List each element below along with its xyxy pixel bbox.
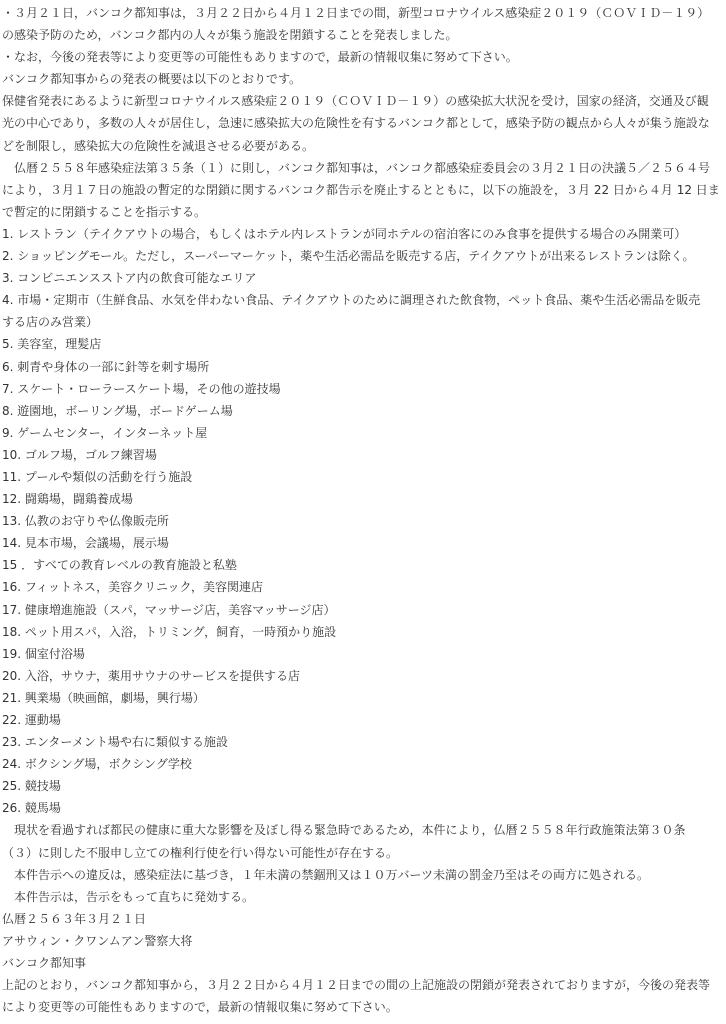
intro-line: バンコク都知事からの発表の概要は以下のとおりです。: [2, 72, 302, 87]
closing-line: 上記のとおり，バンコク都知事から，３月２２日から４月１２日までの間の上記施設の閉鎖が発表されておりますが，今後の発表等: [2, 978, 711, 993]
intro-line: 保健省発表にあるように新型コロナウイルス感染症２０１９（ＣＯＶＩＤ－１９）の感染拡大状況を受け，国家の経済，交通及び観: [2, 94, 709, 109]
intro-line: の感染予防のため，バンコク都内の人々が集う施設を閉鎖することを発表しました。: [2, 28, 458, 43]
intro-line: 仏暦２５５８年感染症法第３５条（１）に則し，バンコク都知事は，バンコク都感染症委員会の３月２１日の決議５／２５６４号: [2, 160, 711, 175]
list-item: 2. ショッピングモール。ただし，スーパーマーケット，薬や生活必需品を販売する店，テイクアウトが出来るレストランは除く。: [2, 249, 695, 264]
intro-line: により，３月１７日の施設の暫定的な閉鎖に関するバンコク都告示を廃止するとともに，以下の施設を，３月 22 日から４月 12 日ま: [2, 182, 720, 197]
closing-line: 本件告示は，告示をもって直ちに発効する。: [2, 889, 255, 904]
list-item: 7. スケート・ローラースケート場，その他の遊技場: [2, 381, 281, 396]
list-item: 23. エンターメント場や右に類似する施設: [2, 735, 228, 750]
intro-line: ・３月２１日，バンコク都知事は，３月２２日から４月１２日までの間，新型コロナウイルス感染症２０１９（ＣＯＶＩＤ－１９）: [2, 6, 710, 20]
list-item: する店のみ営業）: [2, 315, 99, 330]
list-item: 25. 競技場: [2, 779, 61, 794]
intro-line: 光の中心であり，多数の人々が居住し，急速に感染拡大の危険性を有するバンコク都として，感染予防の観点から人々が集う施設な: [2, 116, 710, 131]
list-item: 5. 美容室，理髪店: [2, 337, 102, 352]
issue-date: 仏暦２５６３年３月２１日: [2, 911, 147, 926]
closing-line: 本件告示への違反は，感染症法に基づき，１年未満の禁錮刑又は１０万バーツ未満の罰金乃至はその両方に処される。: [2, 867, 650, 882]
closing-section: [2, 819, 724, 1018]
list-item: 11. プールや類似の活動を行う施設: [2, 469, 193, 484]
list-item: 13. 仏教のお守りや仏像販売所: [2, 514, 169, 529]
intro-line: で暫定的に閉鎖することを指示する。: [2, 204, 207, 219]
list-item: 26. 競馬場: [2, 801, 61, 816]
list-item: 24. ボクシング場，ボクシング学校: [2, 757, 192, 772]
intro-section: [2, 2, 724, 223]
signatory-title: バンコク都知事: [2, 956, 87, 971]
closing-line: （３）に則した不服申し立ての権利行使を行い得ない可能性が存在する。: [2, 845, 399, 860]
list-item: 21. 興業場（映画館，劇場，興行場）: [2, 690, 205, 705]
list-item: 15 ．すべての教育レベルの教育施設と私塾: [2, 558, 237, 573]
closing-line: により変更等の可能性もありますので，最新の情報収集に努めて下さい。: [2, 1000, 398, 1015]
intro-line: ・なお，今後の発表等により変更等の可能性もありますので，最新の情報収集に努めて下さい。: [2, 50, 518, 65]
list-item: 10. ゴルフ場，ゴルフ練習場: [2, 447, 157, 462]
closing-line: 現状を看過すれば都民の健康に重大な影響を及ぼし得る緊急時であるため，本件により，仏暦２５５８年行政施策法第３０条: [2, 823, 686, 838]
list-item: 16. フィットネス，美容クリニック，美容関連店: [2, 580, 263, 595]
intro-line: どを制限し，感染拡大の危険性を減退させる必要がある。: [2, 138, 315, 153]
list-item: 3. コンビニエンスストア内の飲食可能なエリア: [2, 271, 257, 286]
signatory-name: アサウィン・クワンムアン警察大将: [2, 933, 193, 948]
list-item: 19. 個室付浴場: [2, 646, 85, 661]
list-item: 17. 健康増進施設（スパ，マッサージ店，美容マッサージ店）: [2, 602, 336, 617]
list-item: 14. 見本市場，会議場，展示場: [2, 536, 169, 551]
list-item: 9. ゲームセンター，インターネット屋: [2, 425, 208, 440]
list-item: 18. ペット用スパ，入浴，トリミング，飼育，一時預かり施設: [2, 624, 337, 639]
facility-list: [2, 223, 724, 820]
list-item: 12. 闘鶏場，闘鶏養成場: [2, 492, 133, 507]
list-item: 6. 刺青や身体の一部に針等を刺す場所: [2, 359, 210, 374]
list-item: 22. 運動場: [2, 713, 61, 727]
list-item: 1. レストラン（テイクアウトの場合，もしくはホテル内レストランが同ホテルの宿泊客にのみ食事を提供する場合のみ開業可）: [2, 226, 687, 241]
list-item: 8. 遊園地，ボーリング場，ボードゲーム場: [2, 403, 233, 418]
list-item: 4. 市場・定期市（生鮮食品、水気を伴わない食品、テイクアウトのために調理された飲食物，ペット食品、薬や生活必需品を販売: [2, 293, 701, 308]
list-item: 20. 入浴，サウナ，薬用サウナのサービスを提供する店: [2, 668, 301, 683]
